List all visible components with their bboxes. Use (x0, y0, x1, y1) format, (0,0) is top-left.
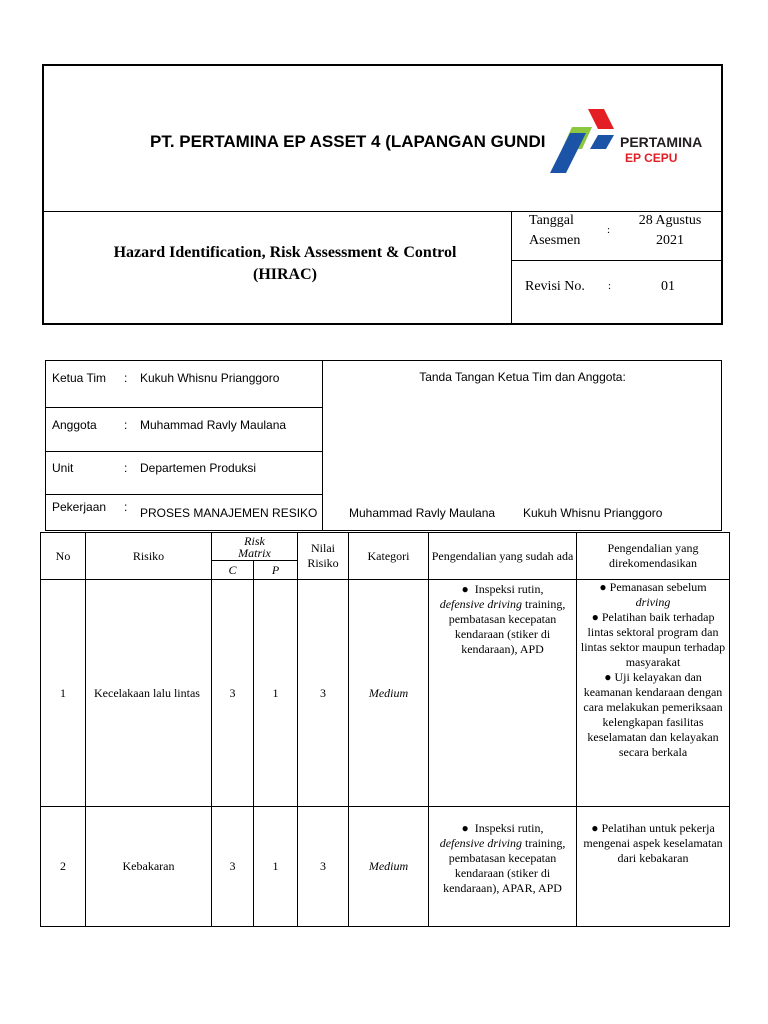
header-risk: Risiko (86, 533, 212, 580)
bullet-icon: ● (599, 580, 607, 594)
list-item (579, 670, 727, 760)
row1-recommended-list (579, 580, 727, 760)
bullet-icon: ● (604, 670, 612, 684)
team-divider-3 (45, 494, 322, 495)
row2-c: 3 (212, 807, 254, 927)
revision-label: Revisi No. (525, 279, 585, 294)
list-item (579, 610, 727, 670)
row1-category: Medium (349, 580, 429, 807)
team-leader-label: Ketua Tim (52, 371, 107, 385)
meta-divider (511, 260, 723, 261)
table-row (41, 580, 730, 807)
row2-existing-rest: training, pembatasan kecepatan kendaraan (stiker di kendaraan), APAR, APD (443, 836, 566, 895)
header-risk-matrix (212, 533, 298, 561)
signature-member-name: Muhammad Ravly Maulana (349, 506, 496, 520)
row1-recommended-control (577, 580, 730, 807)
row1-existing-italic: defensive driving (439, 597, 522, 611)
logo-line1: PERTAMINA (620, 134, 703, 150)
header-consequence: C (212, 561, 254, 580)
revision-colon: : (608, 280, 612, 292)
document-title-line2: (HIRAC) (253, 266, 317, 283)
date-value-1: 28 Agustus (638, 213, 702, 228)
row1-c: 3 (212, 580, 254, 807)
row2-recommended-control (577, 807, 730, 927)
team-member-label: Anggota (52, 418, 97, 432)
row1-existing-control (429, 580, 577, 807)
bullet-icon: ● (591, 610, 599, 624)
row2-no: 2 (41, 807, 86, 927)
row1-value: 3 (298, 580, 349, 807)
date-label-2: Asesmen (529, 233, 581, 248)
row2-category: Medium (349, 807, 429, 927)
team-member-colon: : (124, 418, 128, 432)
table-row (41, 807, 730, 927)
list-item (579, 580, 727, 610)
row1-risk: Kecelakaan lalu lintas (86, 580, 212, 807)
row2-risk: Kebakaran (86, 807, 212, 927)
bullet-icon: ● (591, 821, 599, 835)
row1-p: 1 (254, 580, 298, 807)
date-value-2: 2021 (656, 233, 684, 248)
list-item (579, 821, 727, 866)
row2-existing-control (429, 807, 577, 927)
header-recommended-control: Pengendalian yang direkomendasikan (577, 533, 730, 580)
logo-line2: EP CEPU (625, 151, 678, 165)
signature-title: Tanda Tangan Ketua Tim dan Anggota: (419, 370, 626, 384)
header-risk-value (298, 533, 349, 580)
team-vertical-divider (322, 360, 323, 531)
header-no: No (41, 533, 86, 580)
team-job-label: Pekerjaan (52, 500, 107, 514)
header-existing-control: Pengendalian yang sudah ada (429, 533, 577, 580)
signature-leader-name: Kukuh Whisnu Prianggoro (523, 506, 663, 520)
row2-recommended-list (579, 821, 727, 866)
table-header-row (41, 533, 730, 561)
recommended-text: Pelatihan baik terhadap lintas sektoral program dan lintas sektor maupun terhadap masyarakat (580, 610, 726, 669)
pertamina-logo (548, 107, 708, 177)
team-job-colon: : (124, 500, 128, 514)
team-divider-2 (45, 451, 322, 452)
revision-value: 01 (661, 279, 675, 294)
team-unit-colon: : (124, 461, 128, 475)
document-title-line1: Hazard Identification, Risk Assessment & Control (113, 244, 457, 261)
company-name: PT. PERTAMINA EP ASSET 4 (LAPANGAN GUNDI (150, 132, 546, 151)
recommended-text: Pelatihan untuk pekerja mengenai aspek keselamatan dari kebakaran (583, 821, 723, 865)
team-leader-colon: : (124, 371, 128, 385)
header-vertical-divider (511, 211, 512, 325)
header-risk-matrix-line1: Risk (244, 533, 265, 548)
row1-no: 1 (41, 580, 86, 807)
header-risk-value-line2: Risiko (307, 556, 339, 570)
team-member-value: Muhammad Ravly Maulana (140, 418, 287, 432)
document-title (60, 242, 510, 286)
row1-existing-lead: Inspeksi rutin, (474, 582, 544, 596)
team-job-value: PROSES MANAJEMEN RESIKO (140, 506, 318, 520)
row1-existing-rest: training, pembatasan kecepatan kendaraan (stiker di kendaraan), APD (448, 597, 566, 656)
bullet-icon: ● (461, 582, 469, 596)
date-label-1: Tanggal (529, 213, 574, 228)
row2-existing-lead: Inspeksi rutin, (474, 821, 544, 835)
row2-p: 1 (254, 807, 298, 927)
hirac-table (40, 532, 730, 927)
team-divider-1 (45, 407, 322, 408)
team-unit-value: Departemen Produksi (140, 461, 257, 475)
row2-value: 3 (298, 807, 349, 927)
header-probability: P (254, 561, 298, 580)
team-unit-label: Unit (52, 461, 74, 475)
header-category: Kategori (349, 533, 429, 580)
header-divider (42, 211, 723, 212)
row2-existing-italic: defensive driving (439, 836, 522, 850)
date-colon: : (607, 224, 611, 236)
header-risk-matrix-line2: Matrix (238, 545, 271, 560)
header-risk-value-line1: Nilai (311, 541, 336, 555)
recommended-text: Uji kelayakan dan keamanan kendaraan dengan cara melakukan pemeriksaan kelengkapan fasilitas keselamatan dan kelayakan secara berkala (583, 670, 723, 759)
bullet-icon: ● (461, 821, 469, 835)
pertamina-logo-icon (548, 107, 708, 177)
recommended-italic: driving (635, 595, 671, 609)
team-leader-value: Kukuh Whisnu Prianggoro (140, 371, 280, 385)
recommended-text: Pemanasan sebelum (609, 580, 707, 594)
